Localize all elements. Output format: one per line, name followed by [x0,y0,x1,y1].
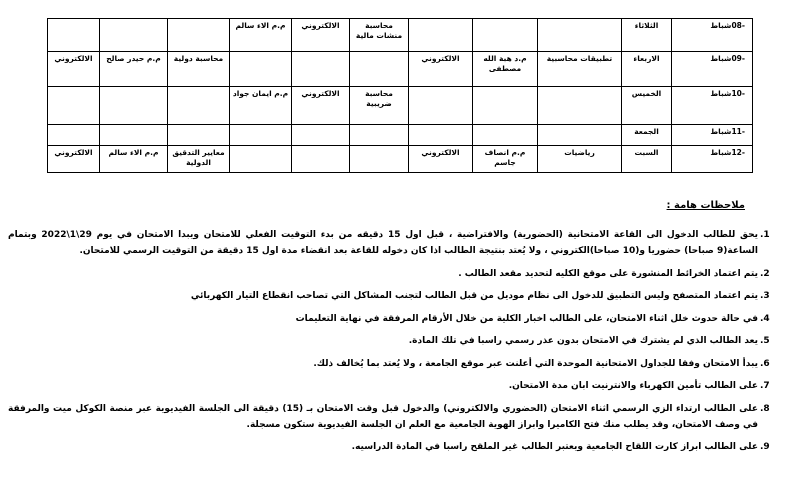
cell-exam-type-g2 [292,125,350,146]
note-item [8,266,770,282]
note-number: 9. [760,442,770,452]
note-number: 5. [760,336,770,346]
cell-exam-type-g1 [409,87,473,125]
cell-subject-g3 [168,19,230,52]
cell-lecturer-g1 [473,125,538,146]
cell-date: -10شباط [672,87,753,125]
schedule-row [48,52,753,87]
cell-subject-g2 [350,52,409,87]
cell-day: الخميس [622,87,672,125]
cell-lecturer-g3 [100,125,168,146]
cell-subject-g1 [538,125,622,146]
schedule-row [48,125,753,146]
note-text: في حالة حدوث خلل اثناء الامتحان، على الطالب اخبار الكلية من خلال الأرقام المرفقة في نهاية التعليمات [295,313,758,324]
cell-subject-g3 [168,87,230,125]
cell-lecturer-g3 [100,87,168,125]
cell-subject-g1: رياضيات [538,146,622,173]
cell-subject-g2: محاسبة منشات مالية [350,19,409,52]
cell-lecturer-g1: م.م انصاف جاسم [473,146,538,173]
note-item [8,356,770,372]
cell-subject-g2 [350,146,409,173]
note-number: 1. [760,230,770,240]
cell-day: الثلاثاء [622,19,672,52]
cell-subject-g3: معايير التدقيق الدولية [168,146,230,173]
note-number: 7. [760,381,770,391]
note-item [8,378,770,394]
notes-list [8,227,770,455]
note-number: 3. [760,291,770,301]
note-text: على الطالب ابراز كارت اللقاح الجامعية ويعتبر الطالب غير الملقح راسبا في المادة الدراسيه. [351,442,758,452]
exam-schedule-table [47,18,753,173]
note-text: يتم اعتماد المتصفح وليس التطبيق للدخول الى نظام موديل من قبل الطالب لتجنب المشاكل التي تصاحب انقطاع التيار الكهربائي [190,291,758,301]
cell-exam-type-g3: الالكتروني [48,52,100,87]
cell-exam-type-g1 [409,19,473,52]
note-item [8,401,770,433]
cell-subject-g2 [350,125,409,146]
cell-exam-type-g3 [48,19,100,52]
cell-exam-type-g1 [409,125,473,146]
cell-lecturer-g1: م.د هبة الله مصطفى [473,52,538,87]
cell-lecturer-g3: م.م الاء سالم [100,146,168,173]
cell-lecturer-g2 [230,125,292,146]
cell-lecturer-g2: م.م ايمان جواد [230,87,292,125]
notes-heading [8,200,745,211]
cell-exam-type-g1: الالكتروني [409,52,473,87]
cell-exam-type-g3 [48,125,100,146]
note-text: يبدأ الامتحان وفقا للجداول الامتحانية الموحدة التي أعلنت عبر موقع الجامعة ، ولا يُعتد بما يُخالف ذلك. [313,358,758,369]
cell-date: -11شباط [672,125,753,146]
cell-lecturer-g3: م.م حيدر صالح [100,52,168,87]
cell-exam-type-g2 [292,146,350,173]
cell-subject-g2: محاسبة ضريبية [350,87,409,125]
schedule-body [48,19,753,173]
note-number: 2. [760,268,770,279]
cell-lecturer-g3 [100,19,168,52]
note-item [8,311,770,327]
note-text: يعد الطالب الذي لم يشترك في الامتحان بدون عذر رسمي راسبا في تلك المادة. [408,336,758,346]
cell-exam-type-g3 [48,87,100,125]
cell-day: السبت [622,146,672,173]
note-text: يتم اعتماد الخرائط المنشورة على موقع الكليه لتحديد مقعد الطالب . [458,268,758,279]
note-number: 8. [760,403,770,414]
cell-subject-g3: محاسبة دولية [168,52,230,87]
cell-day: الاربعاء [622,52,672,87]
cell-lecturer-g2 [230,146,292,173]
notes-heading-text: ملاحظات هامة : [666,200,745,211]
note-text: على الطالب ارتداء الزي الرسمي اثناء الامتحان (الحضوري والالكتروني) والدخول قبل وقت الامتحان بـ (15) دقيقة الى الجلسة الفيديوية عبر منصة الكوكل ميت والمرفقة في وصف الامتحان، وقد يطلب منك فتح الكاميرا وابراز الهوية الجامعية مع العلم ان الجلسة الفيديوية ستكون مسجلة. [8,403,759,430]
cell-date: -08شباط [672,19,753,52]
notes-section [8,200,770,462]
note-text: على الطالب تأمين الكهرباء والانترنيت ابان مدة الامتحان. [508,381,758,391]
cell-lecturer-g2: م.م الاء سالم [230,19,292,52]
cell-exam-type-g2: الالكتروني [292,87,350,125]
note-item [8,288,770,304]
cell-subject-g3 [168,125,230,146]
cell-day: الجمعة [622,125,672,146]
schedule-row [48,19,753,52]
cell-subject-g1: تطبيقات محاسبية [538,52,622,87]
cell-lecturer-g1 [473,19,538,52]
cell-subject-g1 [538,87,622,125]
note-text: يحق للطالب الدخول الى القاعة الامتحانية (الحضورية) والافتراضية ، قبل اول 15 دقيقه من بدء التوقيت الفعلي للامتحان ويبدا الامتحان في يوم 29\1\2022 وبتمام الساعة(9 صباحا) حضوريا و(10 صباحا)الكتروني ، ولا يُعتد بنتيجة الطالب اذا كان دخوله للقاعة بعد انقضاء مدة اول 15 دقيقة من التوقيت الرسمي للامتحان. [8,230,759,256]
note-item [8,227,770,259]
cell-subject-g1 [538,19,622,52]
cell-exam-type-g2 [292,52,350,87]
cell-exam-type-g3: الالكتروني [48,146,100,173]
cell-date: -09شباط [672,52,753,87]
note-item [8,333,770,349]
cell-lecturer-g1 [473,87,538,125]
cell-lecturer-g2 [230,52,292,87]
cell-date: -12شباط [672,146,753,173]
cell-exam-type-g1: الالكتروني [409,146,473,173]
note-number: 4. [760,313,770,324]
cell-exam-type-g2: الالكتروني [292,19,350,52]
note-item [8,439,770,455]
schedule-row [48,146,753,173]
note-number: 6. [760,358,770,369]
schedule-row [48,87,753,125]
